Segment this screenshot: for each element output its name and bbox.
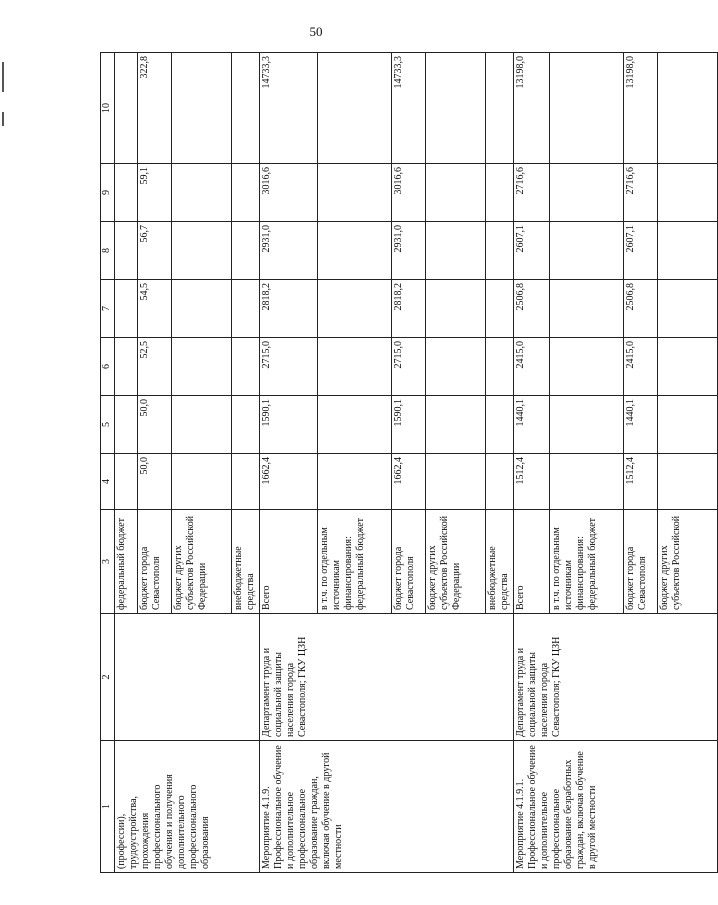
header-cell: 3 <box>101 510 115 614</box>
year-value-cell <box>172 396 232 454</box>
year-value-cell <box>172 222 232 280</box>
funding-source-cell: бюджет других субъектов Российской <box>658 510 718 614</box>
year-value-cell <box>426 164 486 222</box>
year-value-cell <box>658 338 718 396</box>
year-value-cell <box>658 164 718 222</box>
year-value-cell: 2607,1 <box>624 222 658 280</box>
year-value-cell <box>486 396 514 454</box>
year-value-cell <box>318 222 392 280</box>
year-value-cell: 2506,8 <box>514 280 550 338</box>
total-value-cell <box>318 53 392 164</box>
funding-source-cell: внебюджетные средства <box>232 510 260 614</box>
year-value-cell <box>115 454 138 510</box>
header-cell: 9 <box>101 164 115 222</box>
year-value-cell <box>172 338 232 396</box>
total-value-cell <box>486 53 514 164</box>
year-value-cell <box>550 338 624 396</box>
year-value-cell <box>115 280 138 338</box>
year-value-cell: 2818,2 <box>260 280 318 338</box>
funding-source-cell: бюджет других субъектов Российской Федерации <box>172 510 232 614</box>
year-value-cell: 3016,6 <box>392 164 426 222</box>
measure-name-cell: Мероприятие 4.1.9. Профессиональное обучение и дополнительное профессиональное образование граждан, включая обучение в другой местности <box>260 741 514 873</box>
header-cell: 8 <box>101 222 115 280</box>
header-cell: 1 <box>101 741 115 873</box>
year-value-cell <box>550 164 624 222</box>
year-value-cell <box>172 454 232 510</box>
year-value-cell <box>232 454 260 510</box>
executor-cell: Департамент труда и социальной защиты населения города Севастополя; ГКУ ЦЗН <box>514 614 718 741</box>
year-value-cell <box>426 222 486 280</box>
year-value-cell: 1512,4 <box>514 454 550 510</box>
year-value-cell: 2818,2 <box>392 280 426 338</box>
total-value-cell: 322,8 <box>138 53 172 164</box>
year-value-cell: 2607,1 <box>514 222 550 280</box>
executor-cell <box>115 614 260 741</box>
year-value-cell: 1512,4 <box>624 454 658 510</box>
measure-name-cell: Мероприятие 4.1.9.1. Профессиональное обучение и дополнительное профессиональное образование безработных граждан, включая обучение в другой местности <box>514 741 718 873</box>
year-value-cell <box>426 338 486 396</box>
year-value-cell <box>172 280 232 338</box>
funding-source-cell: бюджет города Севастополя <box>392 510 426 614</box>
year-value-cell: 2715,0 <box>260 338 318 396</box>
year-value-cell: 2716,6 <box>514 164 550 222</box>
year-value-cell <box>232 222 260 280</box>
funding-source-cell: бюджет города Севастополя <box>138 510 172 614</box>
total-value-cell <box>550 53 624 164</box>
year-value-cell: 2415,0 <box>514 338 550 396</box>
scan-edge-mark <box>2 62 4 92</box>
year-value-cell: 2715,0 <box>392 338 426 396</box>
header-cell: 7 <box>101 280 115 338</box>
year-value-cell: 54,5 <box>138 280 172 338</box>
funding-source-cell: внебюджетные средства <box>486 510 514 614</box>
total-value-cell <box>172 53 232 164</box>
funding-source-cell: Всего <box>514 510 550 614</box>
year-value-cell <box>318 396 392 454</box>
funding-source-cell: бюджет других субъектов Российской Федерации <box>426 510 486 614</box>
total-value-cell: 14733,3 <box>260 53 318 164</box>
rotated-page-content <box>100 53 682 873</box>
header-cell: 5 <box>101 396 115 454</box>
year-value-cell: 1590,1 <box>260 396 318 454</box>
year-value-cell: 59,1 <box>138 164 172 222</box>
year-value-cell <box>550 396 624 454</box>
year-value-cell: 50,0 <box>138 396 172 454</box>
year-value-cell <box>172 164 232 222</box>
table-row <box>514 53 550 873</box>
funding-source-cell: федеральный бюджет <box>115 510 138 614</box>
year-value-cell <box>318 454 392 510</box>
year-value-cell <box>115 396 138 454</box>
year-value-cell: 2506,8 <box>624 280 658 338</box>
measure-name-cell: (профессии), трудоустройства, прохождения профессионального обучения и получения дополнительного профессионального образования <box>115 741 260 873</box>
year-value-cell <box>115 338 138 396</box>
total-value-cell <box>115 53 138 164</box>
year-value-cell <box>658 222 718 280</box>
year-value-cell <box>318 280 392 338</box>
year-value-cell: 2931,0 <box>392 222 426 280</box>
budget-table <box>100 52 718 873</box>
year-value-cell <box>426 280 486 338</box>
header-row <box>101 53 115 873</box>
year-value-cell: 3016,6 <box>260 164 318 222</box>
year-value-cell <box>658 396 718 454</box>
year-value-cell <box>115 164 138 222</box>
year-value-cell <box>550 222 624 280</box>
year-value-cell: 1440,1 <box>514 396 550 454</box>
year-value-cell: 2415,0 <box>624 338 658 396</box>
scan-edge-mark <box>2 112 4 126</box>
year-value-cell <box>658 280 718 338</box>
year-value-cell <box>232 164 260 222</box>
year-value-cell <box>486 454 514 510</box>
year-value-cell <box>115 222 138 280</box>
year-value-cell: 2931,0 <box>260 222 318 280</box>
funding-source-cell: бюджет города Севастополя <box>624 510 658 614</box>
year-value-cell <box>486 338 514 396</box>
header-cell: 4 <box>101 454 115 510</box>
year-value-cell <box>318 164 392 222</box>
table-row <box>260 53 318 873</box>
year-value-cell: 52,5 <box>138 338 172 396</box>
year-value-cell: 1590,1 <box>392 396 426 454</box>
year-value-cell <box>486 280 514 338</box>
year-value-cell: 1662,4 <box>260 454 318 510</box>
executor-cell: Департамент труда и социальной защиты населения города Севастополя; ГКУ ЦЗН <box>260 614 514 741</box>
header-cell: 10 <box>101 53 115 164</box>
year-value-cell <box>550 454 624 510</box>
total-value-cell <box>426 53 486 164</box>
year-value-cell: 2716,6 <box>624 164 658 222</box>
year-value-cell: 1440,1 <box>624 396 658 454</box>
total-value-cell <box>232 53 260 164</box>
year-value-cell <box>426 396 486 454</box>
rotated-table-area <box>100 53 682 873</box>
header-cell: 6 <box>101 338 115 396</box>
year-value-cell <box>486 222 514 280</box>
funding-source-cell: в т.ч. по отдельным источникам финансирования: федеральный бюджет <box>550 510 624 614</box>
year-value-cell <box>550 280 624 338</box>
year-value-cell: 56,7 <box>138 222 172 280</box>
year-value-cell: 1662,4 <box>392 454 426 510</box>
total-value-cell: 14733,3 <box>392 53 426 164</box>
page-number: 50 <box>309 24 323 39</box>
funding-source-cell: Всего <box>260 510 318 614</box>
table-row <box>115 53 138 873</box>
year-value-cell <box>486 164 514 222</box>
year-value-cell <box>658 454 718 510</box>
total-value-cell: 13198,0 <box>514 53 550 164</box>
total-value-cell <box>658 53 718 164</box>
year-value-cell <box>232 338 260 396</box>
funding-source-cell: в т.ч. по отдельным источникам финансирования: федеральный бюджет <box>318 510 392 614</box>
year-value-cell: 50,0 <box>138 454 172 510</box>
header-cell: 2 <box>101 614 115 741</box>
year-value-cell <box>232 396 260 454</box>
year-value-cell <box>426 454 486 510</box>
year-value-cell <box>232 280 260 338</box>
total-value-cell: 13198,0 <box>624 53 658 164</box>
year-value-cell <box>318 338 392 396</box>
